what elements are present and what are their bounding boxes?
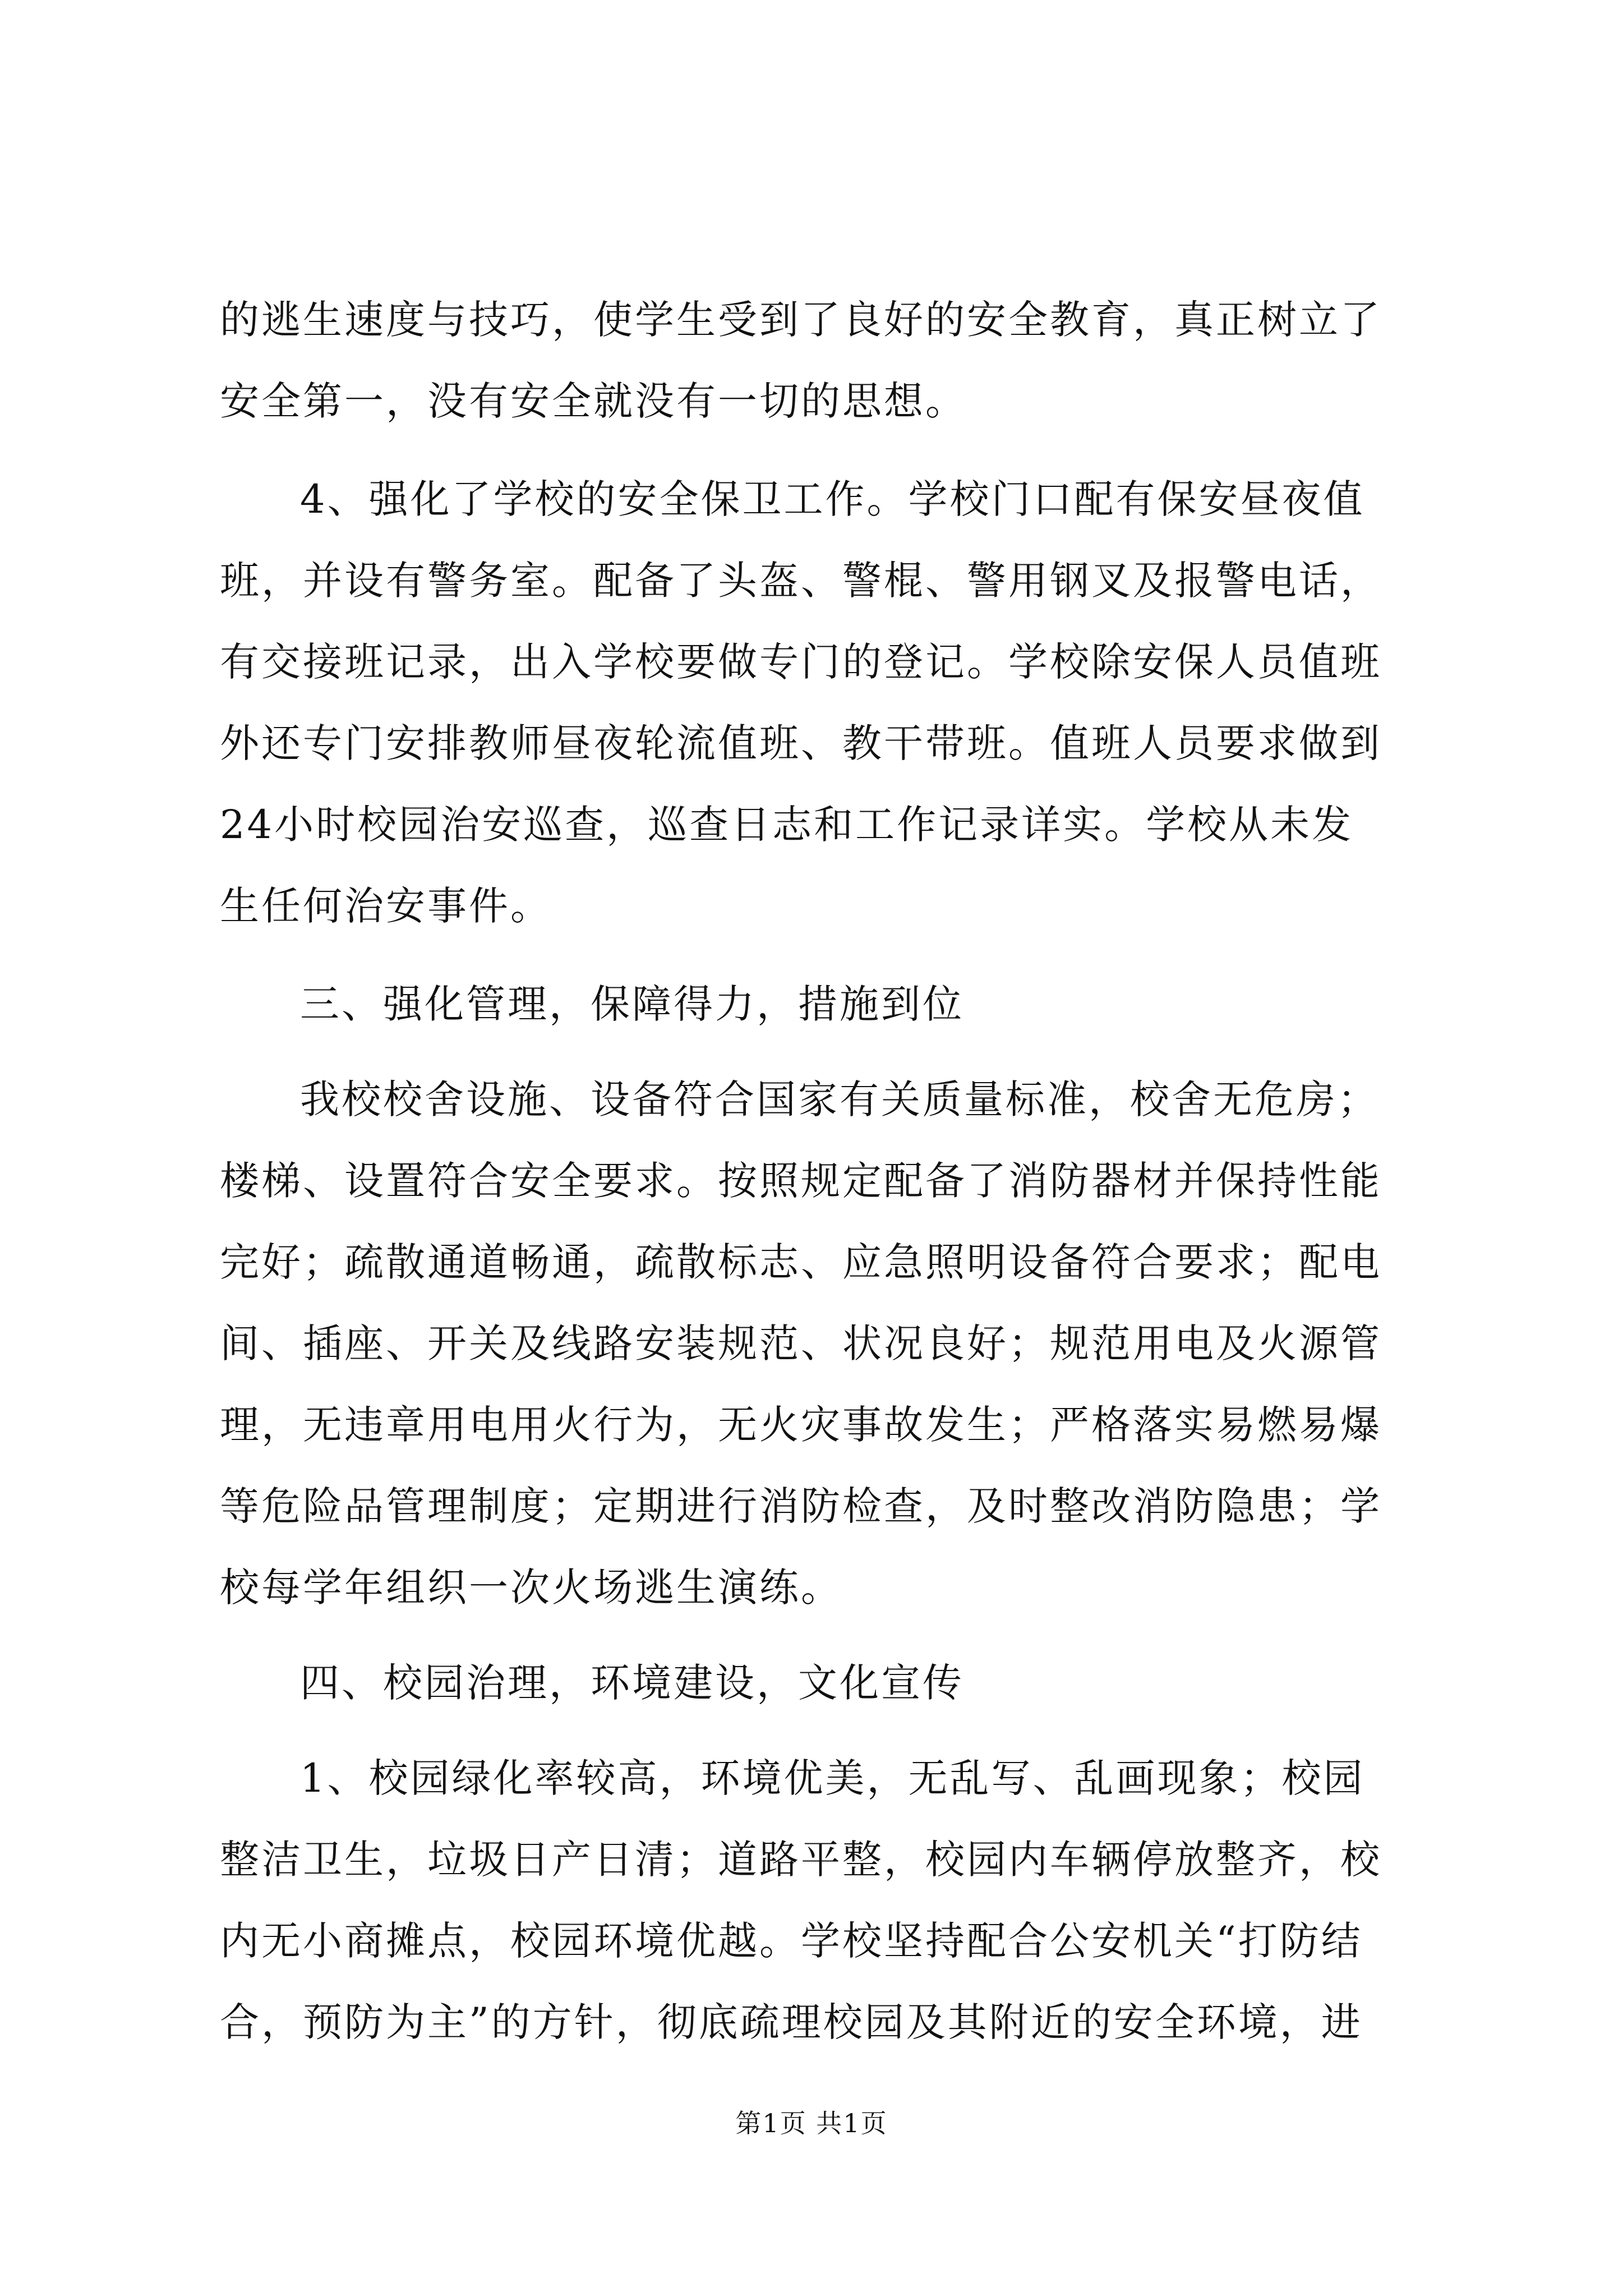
section-heading: 三、强化管理，保障得力，措施到位 [300,981,964,1027]
text-line: 24小时校园治安巡查，巡查日志和工作记录详实。学校从未发 [220,802,1354,848]
paragraph-start-line: 1、校园绿化率较高，环境优美，无乱写、乱画现象；校园 [300,1755,1365,1801]
text-line: 完好；疏散通道畅通，疏散标志、应急照明设备符合要求；配电 [220,1239,1382,1285]
text-line: 理，无违章用电用火行为，无火灾事故发生；严格落实易燃易爆 [220,1402,1382,1448]
page-footer: 第1页 共1页 [735,2108,888,2138]
paragraph-start-line: 我校校舍设施、设备符合国家有关质量标准，校舍无危房； [300,1076,1379,1122]
text-line: 有交接班记录，出入学校要做专门的登记。学校除安保人员值班 [220,639,1382,685]
text-line: 班，并设有警务室。配备了头盔、警棍、警用钢叉及报警电话， [220,558,1382,604]
text-line: 整洁卫生，垃圾日产日清；道路平整，校园内车辆停放整齐，校 [220,1837,1382,1883]
paragraph-start-line: 4、强化了学校的安全保卫工作。学校门口配有保安昼夜值 [300,476,1365,522]
text-line: 等危险品管理制度；定期进行消防检查，及时整改消防隐患；学 [220,1483,1382,1529]
section-heading: 四、校园治理，环境建设，文化宣传 [300,1660,964,1706]
text-line: 安全第一，没有安全就没有一切的思想。 [220,378,967,424]
text-line: 外还专门安排教师昼夜轮流值班、教干带班。值班人员要求做到 [220,720,1382,766]
text-line: 校每学年组织一次火场逃生演练。 [220,1565,842,1611]
text-line: 间、插座、开关及线路安装规范、状况良好；规范用电及火源管 [220,1320,1382,1366]
text-line: 的逃生速度与技巧，使学生受到了良好的安全教育，真正树立了 [220,297,1382,343]
text-line: 楼梯、设置符合安全要求。按照规定配备了消防器材并保持性能 [220,1158,1382,1204]
text-line: 内无小商摊点，校园环境优越。学校坚持配合公安机关“打防结 [220,1918,1363,1964]
text-line: 合，预防为主”的方针，彻底疏理校园及其附近的安全环境，进 [220,1999,1363,2045]
text-line: 生任何治安事件。 [220,883,552,929]
